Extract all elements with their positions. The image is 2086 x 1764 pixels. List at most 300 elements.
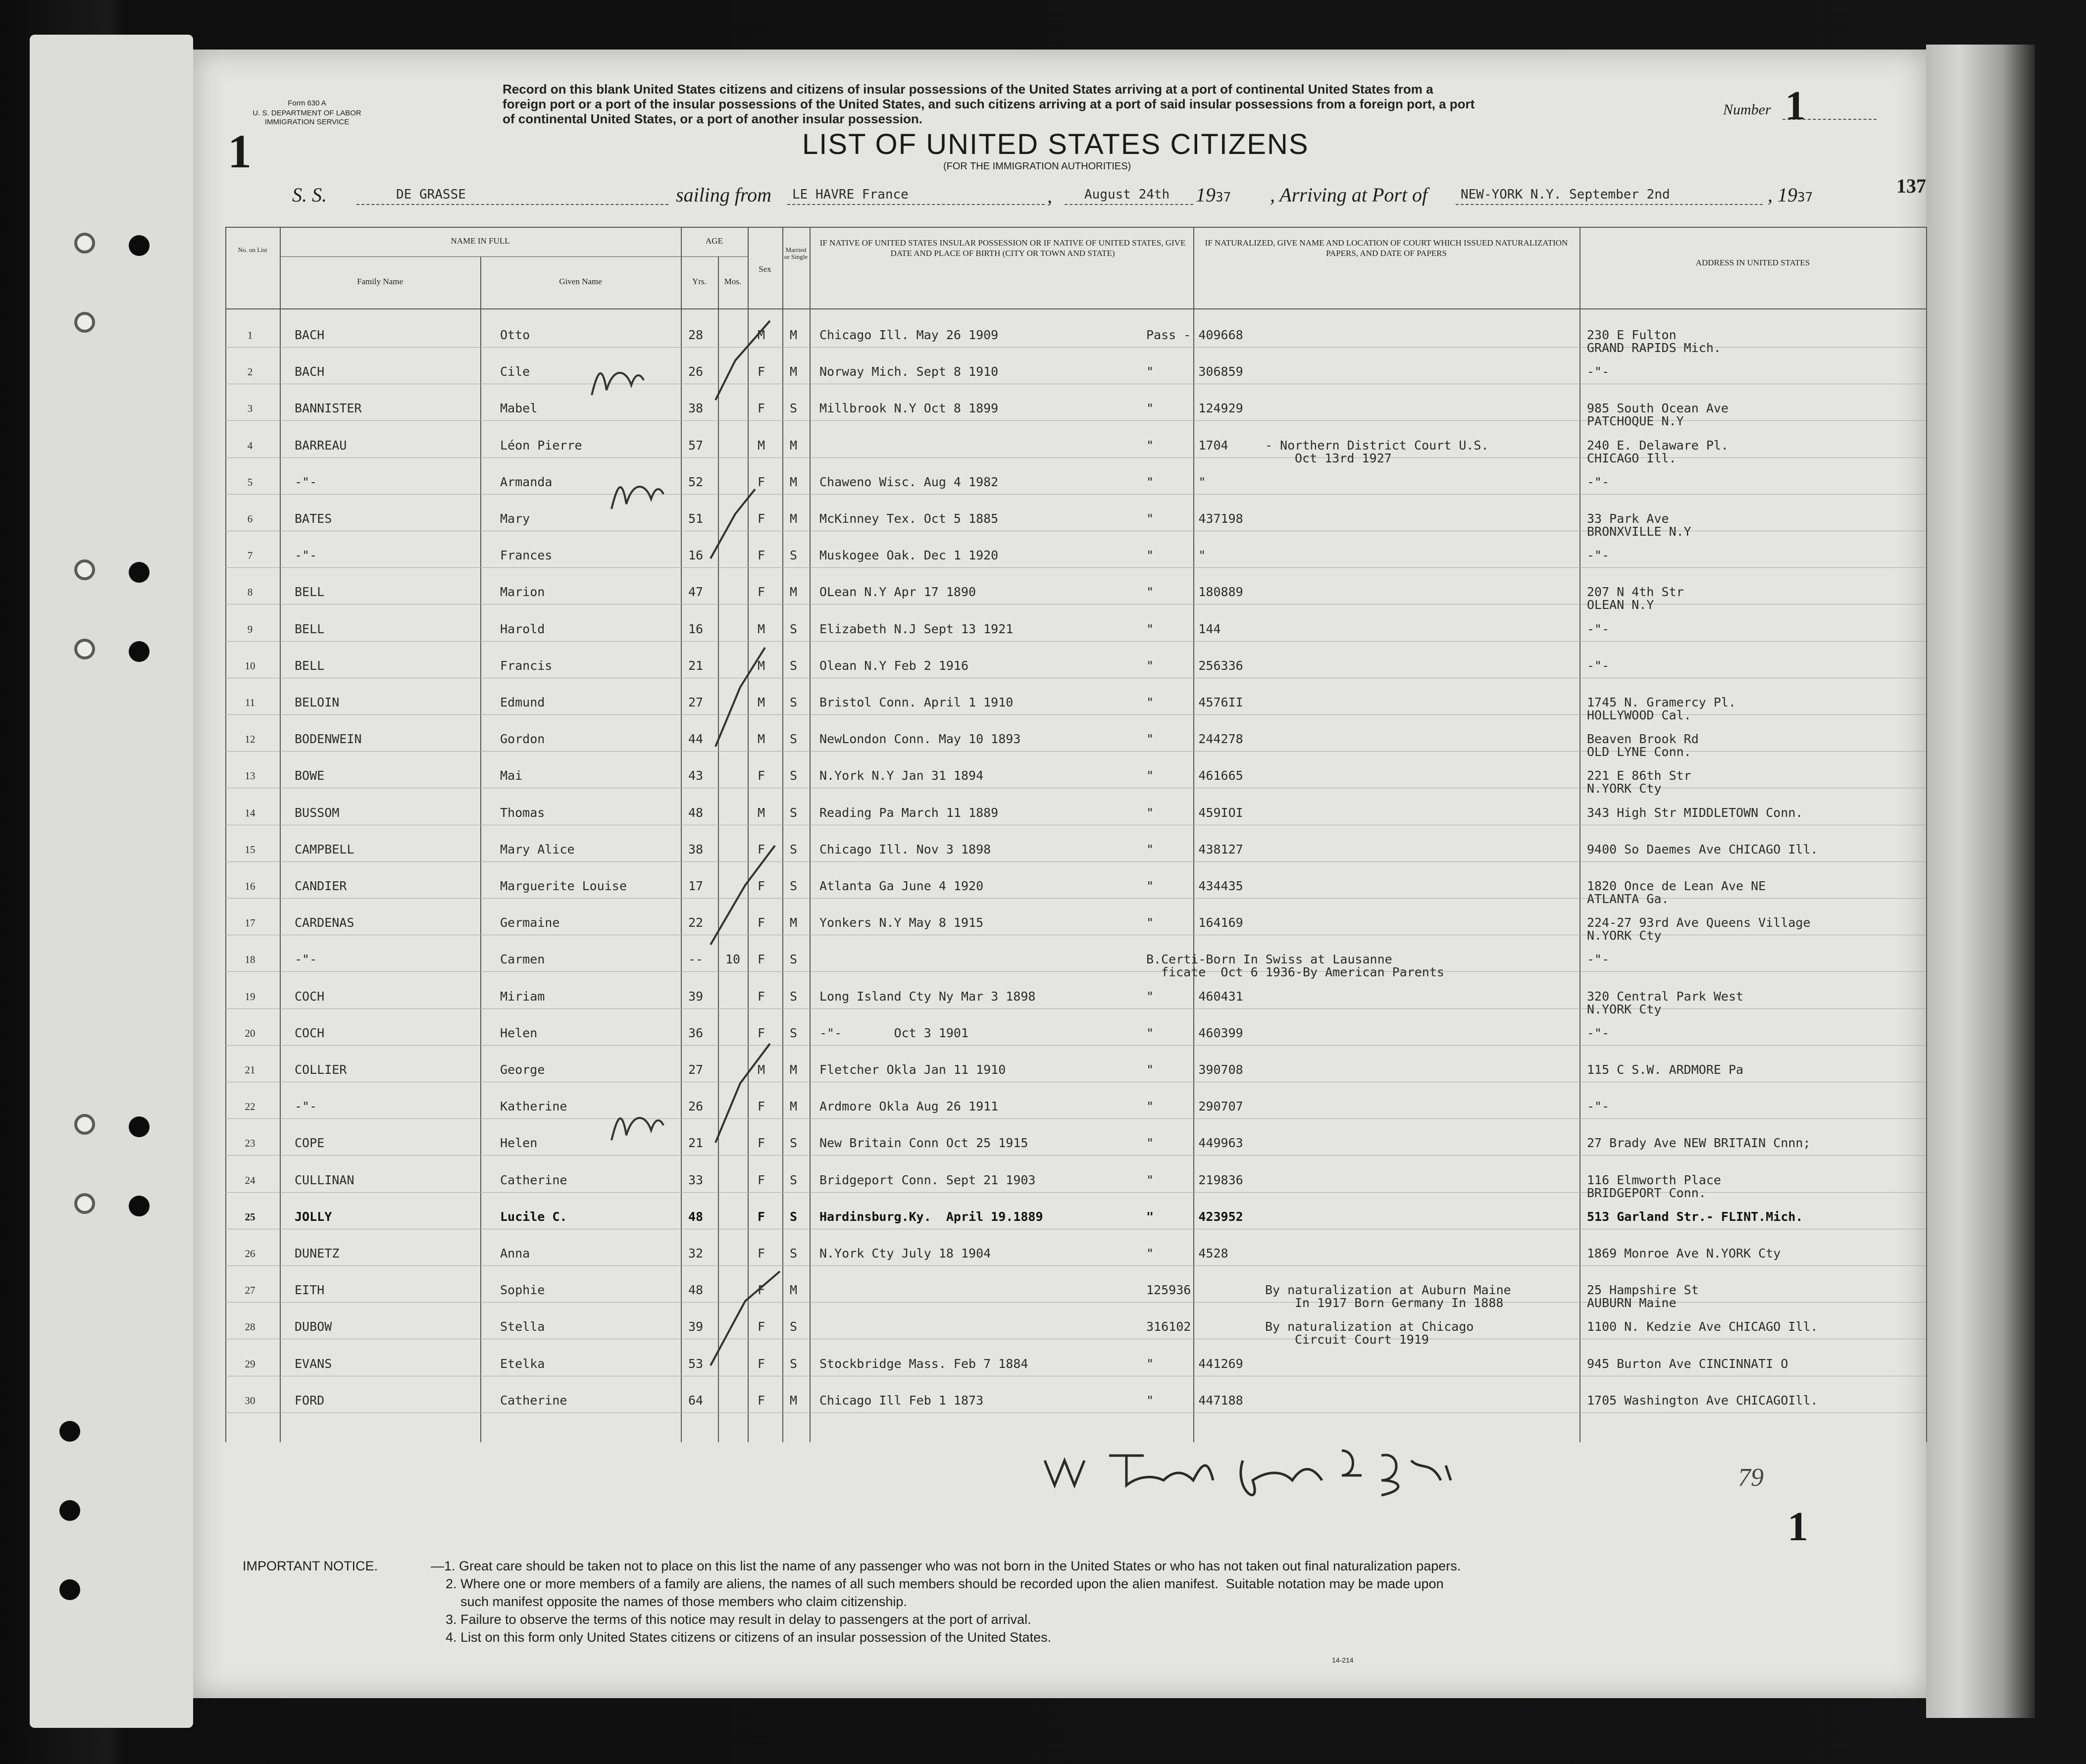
row-birth: Stockbridge Mass. Feb 7 1884 [819, 1356, 1028, 1371]
row-ms: S [790, 989, 798, 1004]
row-mos: 10 [725, 952, 741, 967]
row-given: Helen [500, 1025, 538, 1040]
row-nat: " 144 [1146, 621, 1221, 636]
row-birth: -"- Oct 3 1901 [819, 1025, 969, 1040]
row-ms: M [790, 1283, 798, 1298]
row-ms: S [790, 1025, 798, 1040]
row-given: Gordon [500, 732, 545, 747]
row-birth: Chaweno Wisc. Aug 4 1982 [819, 474, 999, 489]
row-family: BOWE [295, 768, 325, 783]
row-yrs: 51 [688, 511, 704, 526]
row-yrs: 39 [688, 989, 704, 1004]
row-addr2: HOLLYWOOD Cal. [1587, 708, 1691, 722]
binder-hole [74, 1114, 95, 1135]
row-family: -"- [295, 548, 317, 563]
row-court: By naturalization at Auburn Maine [1265, 1283, 1511, 1298]
number-label: Number [1723, 101, 1771, 118]
row-nat: " 447188 [1146, 1393, 1243, 1408]
row-family: FORD [295, 1393, 325, 1408]
row-family: BUSSOM [295, 805, 340, 820]
row-nat: " 449963 [1146, 1136, 1243, 1151]
row-sex: F [758, 364, 765, 379]
row-birth: Atlanta Ga June 4 1920 [819, 879, 984, 893]
row-no: 4 [247, 439, 253, 452]
row-addr1: 33 Park Ave [1587, 511, 1669, 526]
row-no: 5 [247, 476, 253, 488]
binder-hole [74, 1193, 95, 1214]
row-yrs: 17 [688, 879, 704, 893]
handwritten-number: 79 [1738, 1463, 1764, 1492]
row-nat: " 124929 [1146, 401, 1243, 416]
row-birth: Chicago Ill. May 26 1909 [819, 328, 999, 342]
row-no: 9 [247, 623, 253, 635]
row-given: Frances [500, 548, 553, 563]
row-addr1: 1820 Once de Lean Ave NE [1587, 879, 1766, 893]
row-sex: M [758, 438, 765, 453]
row-ms: M [790, 438, 798, 453]
row-sex: M [758, 1062, 765, 1077]
row-birth: OLean N.Y Apr 17 1890 [819, 585, 976, 600]
handwritten-signature [1035, 1431, 1480, 1510]
row-no: 26 [245, 1248, 255, 1260]
binder-hole [129, 235, 150, 256]
row-given: Armanda [500, 474, 553, 489]
row-addr1: 1745 N. Gramercy Pl. [1587, 695, 1736, 709]
record-instructions: Record on this blank United States citizens and citizens of insular possessions of the United States arriving at a port of continental United States from a foreign port or a port of the insular possessions of the United States, and such citizens arriving at a port of said insular possessions from a foreign port, a port of continental United States, or a port of another insular possession. [503, 82, 1475, 126]
row-sex: F [758, 1136, 765, 1151]
binder-hole [59, 1579, 80, 1600]
row-rule [225, 971, 1926, 972]
sailing-from-label: sailing from [676, 184, 771, 206]
row-birth: Ardmore Okla Aug 26 1911 [819, 1099, 999, 1114]
page-edge [1926, 45, 2035, 1718]
row-family: -"- [295, 474, 317, 489]
row-given: Mabel [500, 401, 538, 416]
row-yrs: 27 [688, 1062, 704, 1077]
row-given: Léon Pierre [500, 438, 582, 453]
row-family: CANDIER [295, 879, 347, 893]
row-addr2: BRONXVILLE N.Y [1587, 524, 1691, 539]
row-sex: M [758, 732, 765, 747]
notice-item: such manifest opposite the names of those members who claim citizenship. [460, 1594, 907, 1609]
row-no: 13 [245, 770, 255, 782]
row-no: 16 [245, 880, 255, 892]
row-birth: Millbrook N.Y Oct 8 1899 [819, 401, 999, 416]
form-number: Form 630 A [288, 99, 326, 107]
row-family: BANNISTER [295, 401, 362, 416]
binder-hole [74, 559, 95, 580]
row-nat: " 461665 [1146, 768, 1243, 783]
row-nat: " 180889 [1146, 585, 1243, 600]
col-family-name: Family Name [356, 277, 403, 286]
binder-hole [59, 1421, 80, 1442]
handwritten-initials [607, 469, 666, 514]
row-nat2: ficate Oct 6 1936-By American Parents [1161, 965, 1444, 980]
row-ms: S [790, 952, 798, 967]
row-addr1: 207 N 4th Str [1587, 585, 1684, 600]
row-yrs: 43 [688, 768, 704, 783]
row-given: Germaine [500, 915, 560, 930]
row-no: 15 [245, 843, 255, 856]
row-birth: Bridgeport Conn. Sept 21 1903 [819, 1172, 1036, 1187]
row-yrs: 57 [688, 438, 704, 453]
row-given: Cile [500, 364, 530, 379]
row-addr1: -"- [1587, 621, 1610, 636]
row-no: 18 [245, 954, 255, 966]
col-sex: Sex [759, 264, 771, 274]
row-no: 25 [245, 1210, 255, 1223]
row-yrs: 26 [688, 1099, 704, 1114]
row-nat: " 4528 [1146, 1246, 1228, 1260]
row-court2: Circuit Court 1919 [1295, 1332, 1429, 1347]
row-given: Mai [500, 768, 523, 783]
notice-label: IMPORTANT NOTICE. [243, 1559, 378, 1573]
row-nat: " 423952 [1146, 1209, 1243, 1224]
ss-label: S. S. [292, 184, 327, 206]
row-birth: Norway Mich. Sept 8 1910 [819, 364, 999, 379]
row-yrs: 44 [688, 732, 704, 747]
row-given: George [500, 1062, 545, 1077]
row-family: BELL [295, 585, 325, 600]
row-yrs: 52 [688, 474, 704, 489]
row-ms: S [790, 401, 798, 416]
row-yrs: 21 [688, 1136, 704, 1151]
row-addr1: 9400 So Daemes Ave CHICAGO Ill. [1587, 842, 1818, 857]
row-family: BODENWEIN [295, 732, 362, 747]
row-no: 21 [245, 1064, 255, 1076]
row-addr1: -"- [1587, 474, 1610, 489]
row-sex: F [758, 511, 765, 526]
row-birth: McKinney Tex. Oct 5 1885 [819, 511, 999, 526]
notice-item: —1. Great care should be taken not to place on this list the name of any passenger who was not born in the United States or who has not taken out final naturalization papers. [431, 1559, 1461, 1573]
row-addr2: GRAND RAPIDS Mich. [1587, 341, 1721, 355]
row-no: 6 [247, 513, 253, 525]
row-yrs: 16 [688, 548, 704, 563]
row-given: Carmen [500, 952, 545, 967]
row-family: CARDENAS [295, 915, 355, 930]
row-no: 1 [247, 329, 253, 341]
col-married-or-single: Married or Single [784, 246, 808, 260]
row-sex: F [758, 474, 765, 489]
row-nat: " " [1146, 474, 1206, 489]
row-addr2: BRIDGEPORT Conn. [1587, 1185, 1706, 1200]
row-ms: S [790, 1172, 798, 1187]
row-family: COCH [295, 1025, 325, 1040]
handwritten-initials [607, 1101, 666, 1145]
form-code: 14-214 [1332, 1656, 1354, 1664]
row-rule [225, 1155, 1926, 1156]
row-nat: " 460431 [1146, 989, 1243, 1004]
row-yrs: 26 [688, 364, 704, 379]
row-no: 27 [245, 1284, 255, 1297]
row-family: CULLINAN [295, 1172, 355, 1187]
row-addr1: 221 E 86th Str [1587, 768, 1691, 783]
row-yrs: 28 [688, 328, 704, 342]
row-yrs: 39 [688, 1319, 704, 1334]
binder-hole [129, 562, 150, 583]
row-addr1: -"- [1587, 952, 1610, 967]
year-value: 37 [1797, 190, 1813, 205]
row-family: BELL [295, 621, 325, 636]
row-addr1: 27 Brady Ave NEW BRITAIN Cnnn; [1587, 1136, 1811, 1151]
row-addr1: 945 Burton Ave CINCINNATI O [1587, 1356, 1788, 1371]
row-nat: " 244278 [1146, 732, 1243, 747]
row-nat: B.Certi-Born In Swiss at Lausanne [1146, 952, 1392, 967]
row-birth: New Britain Conn Oct 25 1915 [819, 1136, 1028, 1151]
row-ms: S [790, 1136, 798, 1151]
row-yrs: 16 [688, 621, 704, 636]
row-addr2: N.YORK Cty [1587, 1002, 1662, 1016]
row-ms: S [790, 732, 798, 747]
row-birth: Olean N.Y Feb 2 1916 [819, 658, 969, 673]
row-addr2: OLD LYNE Conn. [1587, 745, 1691, 759]
row-sex: F [758, 1393, 765, 1408]
row-family: JOLLY [295, 1209, 332, 1224]
row-nat: " 256336 [1146, 658, 1243, 673]
row-family: EITH [295, 1283, 325, 1298]
row-addr1: 985 South Ocean Ave [1587, 401, 1729, 416]
row-sex: M [758, 695, 765, 709]
row-family: DUNETZ [295, 1246, 340, 1260]
binder-hole [74, 233, 95, 253]
row-given: Thomas [500, 805, 545, 820]
row-no: 7 [247, 550, 253, 562]
row-sex: M [758, 621, 765, 636]
row-sex: F [758, 1283, 765, 1298]
row-no: 20 [245, 1027, 255, 1039]
row-given: Catherine [500, 1393, 567, 1408]
row-yrs: 53 [688, 1356, 704, 1371]
row-given: Catherine [500, 1172, 567, 1187]
row-no: 28 [245, 1321, 255, 1333]
row-birth: Muskogee Oak. Dec 1 1920 [819, 548, 999, 563]
row-ms: S [790, 805, 798, 820]
row-sex: F [758, 879, 765, 893]
row-family: COLLIER [295, 1062, 347, 1077]
row-addr2: ATLANTA Ga. [1587, 892, 1669, 906]
row-sex: M [758, 328, 765, 342]
row-ms: S [790, 768, 798, 783]
row-family: EVANS [295, 1356, 332, 1371]
binder-hole [129, 1196, 150, 1216]
row-ms: S [790, 879, 798, 893]
row-no: 30 [245, 1394, 255, 1407]
row-birth: NewLondon Conn. May 10 1893 [819, 732, 1021, 747]
row-ms: M [790, 328, 798, 342]
row-family: BACH [295, 328, 325, 342]
row-given: Etelka [500, 1356, 545, 1371]
row-given: Mary Alice [500, 842, 575, 857]
binder-strip [30, 35, 193, 1728]
row-nat: 316102 [1146, 1319, 1191, 1334]
ship-name: DE GRASSE [396, 187, 466, 202]
row-birth: Reading Pa March 11 1889 [819, 805, 999, 820]
row-family: -"- [295, 952, 317, 967]
row-no: 19 [245, 990, 255, 1003]
row-yrs: 48 [688, 1283, 704, 1298]
row-addr1: -"- [1587, 548, 1610, 563]
row-ms: M [790, 585, 798, 600]
binder-hole [59, 1500, 80, 1521]
binder-hole [129, 1116, 150, 1137]
row-nat: " 460399 [1146, 1025, 1243, 1040]
row-birth: N.York Cty July 18 1904 [819, 1246, 991, 1260]
row-rule [225, 604, 1926, 605]
row-yrs: 38 [688, 401, 704, 416]
row-addr2: AUBURN Maine [1587, 1296, 1677, 1310]
row-given: Miriam [500, 989, 545, 1004]
row-yrs: 48 [688, 1209, 704, 1224]
year-prefix: 1937 [1196, 184, 1231, 206]
row-no: 24 [245, 1174, 255, 1186]
row-birth: Yonkers N.Y May 8 1915 [819, 915, 984, 930]
row-sex: F [758, 952, 765, 967]
row-family: CAMPBELL [295, 842, 355, 857]
form-subtitle: (FOR THE IMMIGRATION AUTHORITIES) [943, 161, 1131, 172]
row-given: Marguerite Louise [500, 879, 627, 893]
row-rule [225, 1265, 1926, 1266]
row-sex: F [758, 1246, 765, 1260]
row-family: -"- [295, 1099, 317, 1114]
row-birth: Long Island Cty Ny Mar 3 1898 [819, 989, 1036, 1004]
row-no: 8 [247, 586, 253, 599]
binder-hole [74, 312, 95, 333]
row-sex: F [758, 548, 765, 563]
row-nat: " 219836 [1146, 1172, 1243, 1187]
row-given: Lucile C. [500, 1209, 567, 1224]
sheet-mark-right: 1 [1787, 1504, 1808, 1550]
row-family: BATES [295, 511, 332, 526]
row-ms: S [790, 1209, 798, 1224]
row-sex: F [758, 1172, 765, 1187]
row-rule [225, 641, 1926, 642]
row-addr1: 1100 N. Kedzie Ave CHICAGO Ill. [1587, 1319, 1818, 1334]
row-ms: M [790, 1099, 798, 1114]
row-nat: " 441269 [1146, 1356, 1243, 1371]
row-sex: F [758, 1319, 765, 1334]
handwritten-initials [587, 355, 646, 400]
row-sex: F [758, 401, 765, 416]
row-nat: " 438127 [1146, 842, 1243, 857]
col-age: AGE [706, 236, 723, 246]
row-nat: " 434435 [1146, 879, 1243, 893]
arriving-label: , Arriving at Port of [1270, 184, 1428, 206]
row-birth: N.York N.Y Jan 31 1894 [819, 768, 984, 783]
row-sex: F [758, 1025, 765, 1040]
row-yrs: 64 [688, 1393, 704, 1408]
row-given: Anna [500, 1246, 530, 1260]
row-no: 29 [245, 1358, 255, 1370]
row-court2: Oct 13rd 1927 [1295, 451, 1392, 465]
sailing-from-port: LE HAVRE France [792, 187, 909, 202]
row-sex: F [758, 1099, 765, 1114]
sheet-mark-left: 1 [228, 125, 252, 178]
row-ms: S [790, 1356, 798, 1371]
row-ms: S [790, 658, 798, 673]
row-rule [225, 1045, 1926, 1046]
row-given: Edmund [500, 695, 545, 709]
row-ms: S [790, 548, 798, 563]
row-given: Mary [500, 511, 530, 526]
row-family: BELOIN [295, 695, 340, 709]
row-addr1: 513 Garland Str.- FLINT.Mich. [1587, 1209, 1803, 1224]
agency-line: U. S. DEPARTMENT OF LABOR [253, 109, 361, 117]
agency-line: IMMIGRATION SERVICE [264, 118, 350, 126]
col-age-yrs: Yrs. [692, 277, 707, 286]
row-ms: S [790, 1246, 798, 1260]
row-yrs: 21 [688, 658, 704, 673]
row-sex: F [758, 768, 765, 783]
row-yrs: 33 [688, 1172, 704, 1187]
row-family: BARREAU [295, 438, 347, 453]
row-nat: " 459IOI [1146, 805, 1243, 820]
row-addr1: 320 Central Park West [1587, 989, 1744, 1004]
row-sex: F [758, 1356, 765, 1371]
handwritten-checkmarks [696, 301, 844, 1440]
row-sex: F [758, 842, 765, 857]
row-ms: M [790, 1393, 798, 1408]
row-no: 14 [245, 806, 255, 819]
row-addr1: 1705 Washington Ave CHICAGOIll. [1587, 1393, 1818, 1408]
row-sex: M [758, 658, 765, 673]
row-addr1: 230 E Fulton [1587, 328, 1677, 342]
row-addr2: PATCHOQUE N.Y [1587, 414, 1684, 429]
row-addr1: 115 C S.W. ARDMORE Pa [1587, 1062, 1744, 1077]
row-family: BELL [295, 658, 325, 673]
row-addr2: OLEAN N.Y [1587, 598, 1654, 612]
row-family: DUBOW [295, 1319, 332, 1334]
year-value: 37 [1216, 190, 1231, 205]
row-no: 3 [247, 403, 253, 415]
row-birth: Fletcher Okla Jan 11 1910 [819, 1062, 1006, 1077]
row-no: 2 [247, 366, 253, 378]
row-given: Helen [500, 1136, 538, 1151]
row-rule [225, 494, 1926, 495]
row-no: 22 [245, 1101, 255, 1113]
notice-item: 3. Failure to observe the terms of this notice may result in delay to passengers at the port of arrival. [446, 1612, 1031, 1627]
row-court: - Northern District Court U.S. [1265, 438, 1489, 453]
col-address: ADDRESS IN UNITED STATES [1695, 258, 1810, 267]
col-no-on-list: No. on List [238, 246, 267, 253]
binder-hole [74, 639, 95, 659]
row-ms: M [790, 364, 798, 379]
row-nat: " 1704 [1146, 438, 1228, 453]
row-sex: F [758, 585, 765, 600]
row-addr2: CHICAGO Ill. [1587, 451, 1677, 465]
row-nat: 125936 [1146, 1283, 1191, 1298]
row-addr1: -"- [1587, 1099, 1610, 1114]
row-addr1: 240 E. Delaware Pl. [1587, 438, 1729, 453]
row-yrs: 36 [688, 1025, 704, 1040]
form-title: LIST OF UNITED STATES CITIZENS [802, 128, 1309, 160]
row-yrs: 38 [688, 842, 704, 857]
row-addr1: 1869 Monroe Ave N.YORK Cty [1587, 1246, 1781, 1260]
row-yrs: -- [688, 952, 704, 967]
row-ms: S [790, 1319, 798, 1334]
row-nat: " 164169 [1146, 915, 1243, 930]
row-rule [225, 1412, 1926, 1413]
row-sex: F [758, 1209, 765, 1224]
col-age-mos: Mos. [724, 277, 742, 286]
row-no: 12 [245, 733, 255, 746]
passenger-table [225, 227, 1926, 1442]
row-given: Katherine [500, 1099, 567, 1114]
row-addr2: N.YORK Cty [1587, 781, 1662, 796]
row-rule [225, 567, 1926, 568]
row-no: 10 [245, 659, 255, 672]
row-nat: " 390708 [1146, 1062, 1243, 1077]
row-yrs: 27 [688, 695, 704, 709]
